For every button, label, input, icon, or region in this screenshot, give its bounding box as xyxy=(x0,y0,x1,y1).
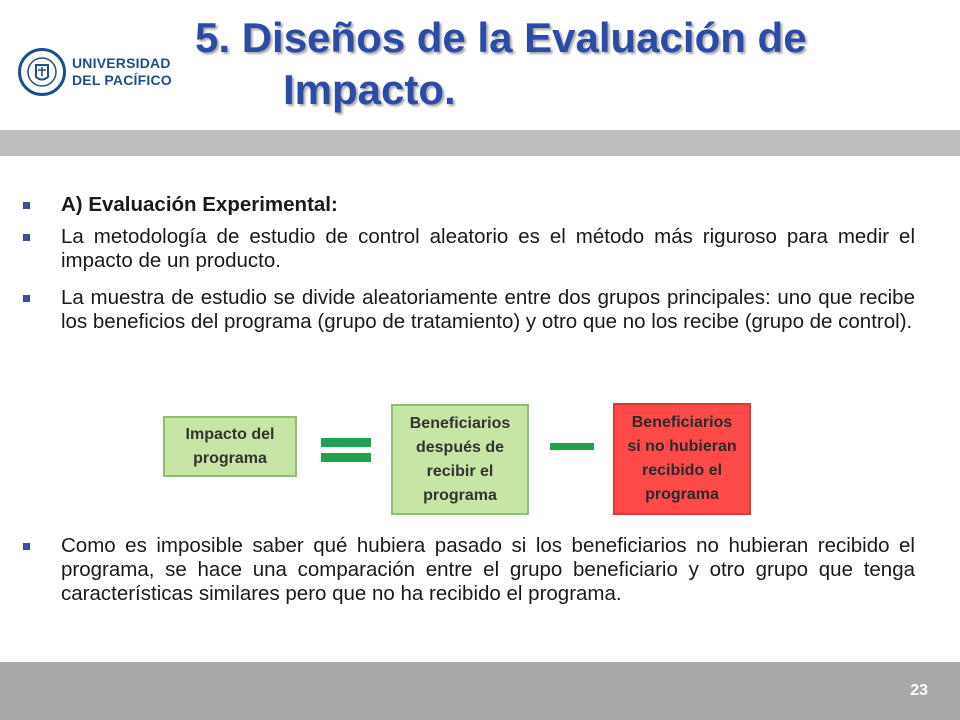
equals-sign-bottom-bar xyxy=(321,453,371,462)
title-line-2: Impacto. xyxy=(283,66,456,113)
bullet-list xyxy=(20,193,915,334)
logo-line-2: DEL PACÍFICO xyxy=(72,72,172,88)
beneficiaries-after-box xyxy=(391,404,529,515)
logo-line-1: UNIVERSIDAD xyxy=(72,55,171,71)
logo-text xyxy=(72,55,172,89)
counterfactual-box-line: si no hubieran xyxy=(627,438,737,455)
bullet-square-icon xyxy=(23,295,30,302)
university-seal-icon xyxy=(18,48,66,96)
title-line-1: 5. Diseños de la Evaluación de xyxy=(195,14,807,61)
minus-sign xyxy=(550,443,594,450)
bullet-text: La muestra de estudio se divide aleatoriamente entre dos grupos principales: uno que recibe los beneficios del programa (grupo de tratamiento) y otro que no los recibe (grupo de control). xyxy=(61,286,915,333)
counterfactual-box-line: programa xyxy=(645,486,719,503)
bullet-square-icon xyxy=(23,234,30,241)
after-box-line: programa xyxy=(423,486,497,504)
slide-title xyxy=(195,12,807,116)
bullet-list-bottom xyxy=(20,534,915,606)
after-box-line: recibir el xyxy=(426,462,494,480)
impact-box-line: Impacto del xyxy=(185,425,275,443)
header-divider-band xyxy=(0,130,960,156)
page-number: 23 xyxy=(910,682,928,699)
bullet-item xyxy=(20,534,915,606)
bullet-text: La metodología de estudio de control aleatorio es el método más riguroso para medir el impacto de un producto. xyxy=(61,225,915,272)
bullet-item xyxy=(20,193,915,217)
bullet-item xyxy=(20,225,915,273)
university-logo xyxy=(18,40,178,104)
impact-box-line: programa xyxy=(193,449,267,467)
bullet-square-icon xyxy=(23,543,30,550)
impact-box xyxy=(163,416,297,477)
bullet-text: A) Evaluación Experimental: xyxy=(61,193,338,216)
bullet-text: Como es imposible saber qué hubiera pasado si los beneficiarios no hubieran recibido el programa, se hace una comparación entre el grupo beneficiario y otro grupo que tenga características similares pero que no ha recibido el programa. xyxy=(61,534,915,605)
counterfactual-box-line: recibido el xyxy=(641,462,723,479)
bullet-item xyxy=(20,286,915,334)
after-box-line: Beneficiarios xyxy=(409,414,511,432)
bullet-square-icon xyxy=(23,202,30,209)
equals-sign-top-bar xyxy=(321,438,371,447)
counterfactual-box-line: Beneficiarios xyxy=(631,414,733,431)
footer-bar xyxy=(0,662,960,720)
beneficiaries-counterfactual-box xyxy=(613,403,751,515)
after-box-line: después de xyxy=(415,438,504,456)
